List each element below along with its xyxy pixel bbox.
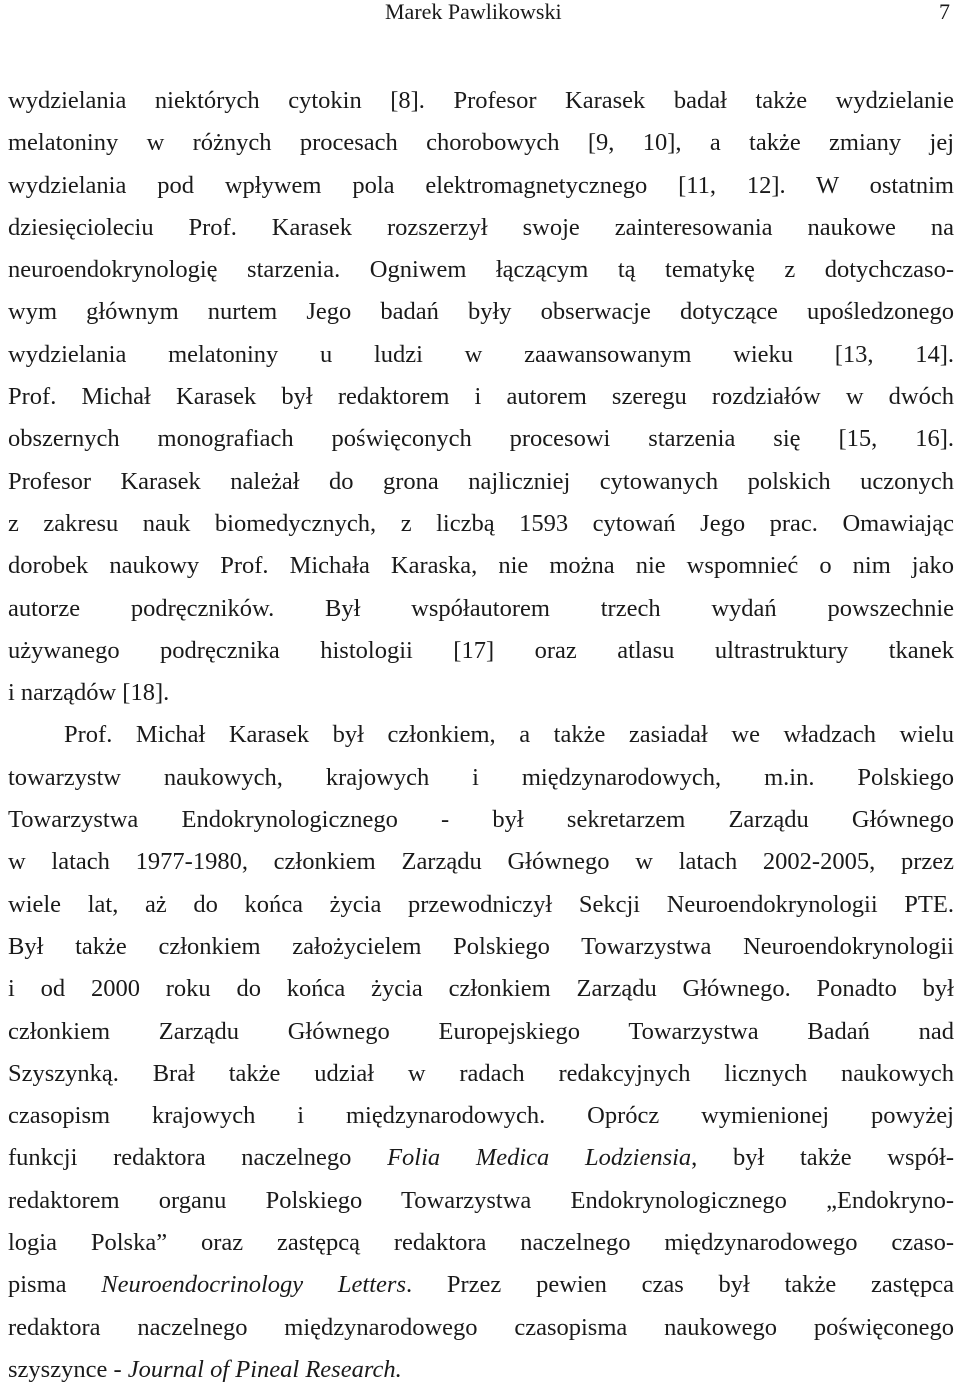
text-line: Był także członkiem założycielem Polskiego Towarzystwa Neuroendokrynologii bbox=[8, 932, 954, 960]
text-run: pisma bbox=[8, 1271, 102, 1299]
text-line: wydzielania niektórych cytokin [8]. Profesor Karasek badał także wydzielanie bbox=[8, 87, 954, 114]
text-line: dziesięcioleciu Prof. Karasek rozszerzył swoje zainteresowania naukowe na bbox=[8, 213, 954, 241]
text-line: logia Polska” oraz zastępcą redaktora naczelnego międzynarodowego czaso- bbox=[8, 1229, 954, 1257]
italic-title: Journal of Pineal Research. bbox=[127, 1355, 402, 1383]
running-head-author: Marek Pawlikowski bbox=[385, 0, 562, 24]
text-line: używanego podręcznika histologii [17] oraz atlasu ultrastruktury tkanek bbox=[8, 636, 954, 664]
text-line: z zakresu nauk biomedycznych, z liczbą 1593 cytowań Jego prac. Omawiając bbox=[8, 509, 954, 537]
text-line: czasopism krajowych i międzynarodowych. Oprócz wymienionej powyżej bbox=[8, 1102, 954, 1130]
text-line: Towarzystwa Endokrynologicznego - był sekretarzem Zarządu Głównego bbox=[8, 806, 954, 834]
italic-title: Folia Medica Lodziensia bbox=[387, 1144, 692, 1172]
page-number: 7 bbox=[939, 0, 950, 24]
text-line: w latach 1977-1980, członkiem Zarządu Głównego w latach 2002-2005, przez bbox=[8, 848, 954, 876]
text-line: i narządów [18]. bbox=[8, 679, 170, 707]
text-line: Prof. Michał Karasek był redaktorem i autorem szeregu rozdziałów w dwóch bbox=[8, 383, 954, 411]
text-run: , był także współ- bbox=[691, 1144, 954, 1172]
text-line: neuroendokrynologię starzenia. Ogniwem łączącym tą tematykę z dotychczaso- bbox=[8, 256, 954, 284]
text-line: Profesor Karasek należał do grona najliczniej cytowanych polskich uczonych bbox=[8, 467, 954, 495]
text-line: Prof. Michał Karasek był członkiem, a także zasiadał we władzach wielu bbox=[64, 721, 954, 749]
text-line: redaktora naczelnego międzynarodowego czasopisma naukowego poświęconego bbox=[8, 1313, 954, 1341]
italic-title: Neuroendocrinology Letters bbox=[101, 1271, 406, 1299]
text-line: dorobek naukowy Prof. Michała Karaska, nie można nie wspomnieć o nim jako bbox=[8, 552, 954, 580]
page-header bbox=[0, 0, 960, 28]
body-text bbox=[8, 80, 954, 1391]
text-line: wym głównym nurtem Jego badań były obserwacje dotyczące upośledzonego bbox=[8, 298, 954, 326]
text-run: . Przez pewien czas był także zastępca bbox=[406, 1271, 955, 1299]
text-line: melatoniny w różnych procesach chorobowych [9, 10], a także zmiany jej bbox=[8, 129, 954, 157]
text-line: członkiem Zarządu Głównego Europejskiego Towarzystwa Badań nad bbox=[8, 1017, 954, 1045]
text-line: towarzystw naukowych, krajowych i międzynarodowych, m.in. Polskiego bbox=[8, 763, 954, 791]
text-line: autorze podręczników. Był współautorem trzech wydań powszechnie bbox=[8, 594, 954, 622]
text-line: wydzielania pod wpływem pola elektromagnetycznego [11, 12]. W ostatnim bbox=[8, 171, 954, 199]
text-line: Szyszynką. Brał także udział w radach redakcyjnych licznych naukowych bbox=[8, 1059, 954, 1087]
text-line: obszernych monografiach poświęconych procesowi starzenia się [15, 16]. bbox=[8, 425, 954, 453]
text-line bbox=[8, 1137, 954, 1179]
text-run: szyszynce - bbox=[8, 1355, 128, 1383]
text-line bbox=[8, 1264, 954, 1306]
text-line: wydzielania melatoniny u ludzi w zaawansowanym wieku [13, 14]. bbox=[8, 340, 954, 368]
text-run: funkcji redaktora naczelnego bbox=[8, 1144, 388, 1172]
text-line: redaktorem organu Polskiego Towarzystwa Endokrynologicznego „Endokryno- bbox=[8, 1186, 954, 1214]
text-line: i od 2000 roku do końca życia członkiem Zarządu Głównego. Ponadto był bbox=[8, 975, 954, 1003]
text-line: wiele lat, aż do końca życia przewodniczył Sekcji Neuroendokrynologii PTE. bbox=[8, 890, 954, 918]
text-line bbox=[8, 1349, 954, 1391]
